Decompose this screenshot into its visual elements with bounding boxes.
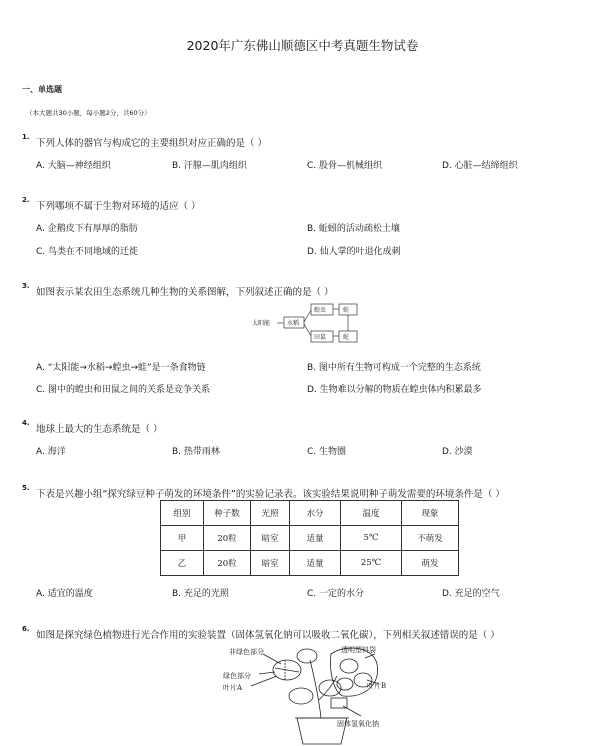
label-non-green: 非绿色部分 [229,648,264,656]
question-text: 下列哪项不属于生物对环境的适应（ ） [36,201,201,212]
leaf [319,680,341,696]
table-cell: 甲 [161,526,204,551]
question-number: 4. [22,419,30,427]
table-cell: 20粒 [204,551,251,576]
table-header: 温度 [341,501,402,526]
leader-line [343,706,361,716]
leaf-b [340,659,358,673]
table-header-row [161,501,459,526]
option-d: D. 生物难以分解的物质在蝗虫体内积累最多 [307,385,482,395]
option-a: A. 企鹅皮下有厚厚的脂肪 [36,224,138,234]
question-text: 下列人体的器官与构成它的主要组织对应正确的是（ ） [36,138,268,149]
table-cell: 不萌发 [402,526,459,551]
section-note: （本大题共30小题，每小题2分，共60分） [26,109,151,117]
table-cell: 暗室 [251,551,290,576]
table-cell: 乙 [161,551,204,576]
table-header: 现象 [402,501,459,526]
option-d: D. 沙漠 [442,447,473,457]
leader-line [259,672,275,674]
table-header: 水分 [290,501,341,526]
option-a: A. “太阳能→水稻→蝗虫→蛙”是一条食物链 [36,363,206,373]
option-b: B. 汗腺—肌肉组织 [172,161,247,171]
leaf [297,649,317,663]
label-leaf-b: 叶片B [367,682,387,690]
food-web-snake: 蛇 [343,334,350,341]
question-number: 2. [22,196,30,204]
food-web-sun: 太阳能 [252,320,271,327]
page-title: 2020年广东佛山顺德区中考真题生物试卷 [186,38,419,53]
question-number: 3. [22,282,30,290]
food-web-rice: 水稻 [287,320,300,327]
option-c: C. 生物圈 [307,447,347,457]
option-b: B. 充足的光照 [172,589,229,599]
question-number: 6. [22,625,30,633]
option-a: A. 大脑—神经组织 [36,161,111,171]
option-a: A. 适宜的温度 [36,589,93,599]
question-text: 下表是兴趣小组“探究绿豆种子萌发的环境条件”的实验记录表。该实验结果说明种子萌发需要的环境条件是（ ） [36,489,505,500]
leaf [289,688,313,704]
table-cell: 萌发 [402,551,459,576]
table-cell: 暗室 [251,526,290,551]
food-web-locust: 蝗虫 [314,307,327,314]
option-c: C. 图中的蝗虫和田鼠之间的关系是竞争关系 [36,385,211,395]
arrow [304,310,311,322]
plant-stem [319,676,337,700]
option-d: D. 充足的空气 [442,589,500,599]
food-web-mouse: 田鼠 [314,334,327,341]
photosynthesis-apparatus [215,640,405,746]
table-cell: 5℃ [341,526,402,551]
table-header: 组别 [161,501,204,526]
question-number: 5. [22,484,30,492]
table-row [161,551,459,576]
leaf-vein [275,668,299,672]
table-cell: 25℃ [341,551,402,576]
question-text: 地球上最大的生态系统是（ ） [36,424,163,435]
option-c: C. 一定的水分 [307,589,365,599]
option-b: B. 图中所有生物可构成一个完整的生态系统 [307,363,481,373]
experiment-table [160,500,459,576]
question-text: 如图表示某农田生态系统几种生物的关系图解，下列叙述正确的是（ ） [36,287,334,298]
leader-line [251,676,277,686]
table-header: 种子数 [204,501,251,526]
label-leaf-a: 叶片A [223,684,243,692]
option-b: B. 蚯蚓的活动疏松土壤 [307,224,400,234]
label-bag: 透明塑料袋 [341,646,376,654]
food-web-frog: 蛙 [343,307,350,314]
option-c: C. 股骨—机械组织 [307,161,383,171]
question-text: 如图是探究绿色植物进行光合作用的实验装置（固体氢氧化钠可以吸收二氧化碳），下列相关叙述错误的是（ ） [36,630,500,641]
option-b: B. 热带雨林 [172,447,220,457]
question-number: 1. [22,133,30,141]
table-cell: 适量 [290,551,341,576]
table-cell: 20粒 [204,526,251,551]
food-web-diagram [250,300,370,348]
option-a: A. 海洋 [36,447,66,457]
option-c: C. 鸟类在不同地域的迁徙 [36,247,139,257]
leader-line [263,654,281,664]
option-d: D. 心脏—结缔组织 [442,161,518,171]
table-header: 光照 [251,501,290,526]
option-d: D. 仙人掌的叶退化成刺 [307,247,401,257]
arrow [304,324,311,336]
label-naoh: 固体氢氧化钠 [337,720,379,728]
section-heading: 一、单选题 [22,85,62,94]
table-row [161,526,459,551]
table-cell: 适量 [290,526,341,551]
label-green: 绿色部分 [223,672,251,680]
